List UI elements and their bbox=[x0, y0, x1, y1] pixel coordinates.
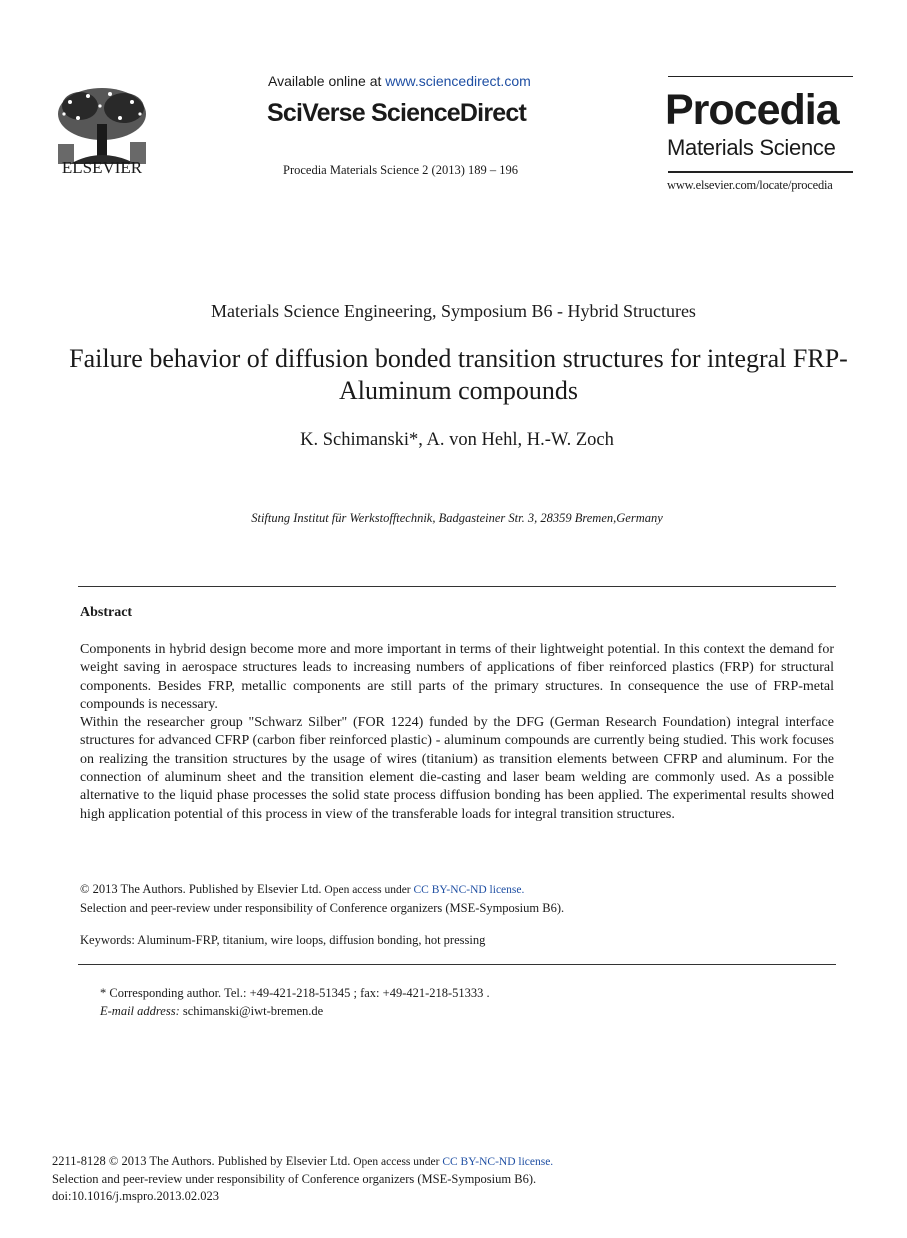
footer-open-access: Open access under bbox=[350, 1156, 443, 1168]
symposium-line: Materials Science Engineering, Symposium B6 - Hybrid Structures bbox=[211, 301, 696, 321]
elsevier-wordmark: ELSEVIER bbox=[61, 158, 143, 177]
license-link[interactable]: CC BY-NC-ND license. bbox=[413, 884, 525, 896]
copyright-text: © 2013 The Authors. Published by Elsevier Ltd. bbox=[80, 882, 322, 896]
email-label: E-mail address: bbox=[100, 1004, 180, 1018]
affiliation: Stiftung Institut für Werkstofftechnik, Badgasteiner Str. 3, 28359 Bremen,Germany bbox=[251, 511, 663, 525]
open-access-text: Open access under bbox=[321, 884, 414, 896]
materials-science-logo: Materials Science bbox=[667, 135, 836, 160]
footer-doi[interactable]: doi:10.1016/j.mspro.2013.02.023 bbox=[52, 1189, 220, 1203]
keywords: Keywords: Aluminum-FRP, titanium, wire loops, diffusion bonding, hot pressing bbox=[80, 933, 486, 947]
article-title: Failure behavior of diffusion bonded transition structures for integral FRP-Aluminum compounds bbox=[69, 344, 848, 405]
peer-review-text: Selection and peer-review under responsibility of Conference organizers (MSE-Symposium B6). bbox=[80, 901, 565, 915]
corresponding-author bbox=[100, 984, 490, 1020]
procedia-top-rules bbox=[668, 76, 853, 81]
footer-license-link[interactable]: CC BY-NC-ND license. bbox=[442, 1156, 554, 1168]
procedia-url: www.elsevier.com/locate/procedia bbox=[667, 178, 833, 192]
page-footer bbox=[52, 1153, 852, 1205]
available-prefix: Available online at bbox=[268, 73, 386, 89]
abstract-body bbox=[80, 641, 834, 824]
sciverse-logo: SciVerse ScienceDirect bbox=[267, 99, 526, 127]
footer-issn: 2211-8128 © 2013 The Authors. Published by Elsevier Ltd. bbox=[52, 1154, 351, 1168]
abstract-paragraph: Within the researcher group "Schwarz Silber" (FOR 1224) funded by the DFG (German Research Foundation) integral interface structures for advanced CFRP (carbon fiber reinforced plastic) - aluminum compounds are currently being studied. This work focuses on realizing the transition structures by the usage of wires (titanium) as transition elements between CFRP and aluminum. For the connection of aluminum sheet and the transition element die-casting and laser beam welding are commonly used. As a possible alternative to the liquid phase processes the solid state process diffusion bonding has been applied. The experimental results showed high application potential of this process in view of the transferable loads for integral transition structures. bbox=[80, 715, 834, 822]
divider bbox=[78, 586, 836, 587]
copyright-block bbox=[80, 880, 840, 917]
authors: K. Schimanski*, A. von Hehl, H.-W. Zoch bbox=[300, 430, 614, 450]
footer-peer-review: Selection and peer-review under responsibility of Conference organizers (MSE-Symposium B6). bbox=[52, 1172, 537, 1186]
sciencedirect-link[interactable]: www.sciencedirect.com bbox=[385, 73, 531, 89]
journal-reference: Procedia Materials Science 2 (2013) 189 – 196 bbox=[283, 163, 519, 177]
email-address[interactable]: schimanski@iwt-bremen.de bbox=[179, 1004, 324, 1018]
abstract-heading: Abstract bbox=[80, 605, 133, 620]
abstract-paragraph: Components in hybrid design become more and more important in terms of their lightweight potential. In this context the demand for weight saving in aerospace structures leads to increasing numbers of applications of fiber reinforced plastics (FRP) for structural components. Besides FRP, metallic components are still parts of the primary structures. In consequence the use of FRP-metal compounds is necessary. bbox=[80, 642, 834, 712]
available-online bbox=[268, 73, 531, 89]
divider bbox=[78, 964, 836, 965]
procedia-logo: Procedia bbox=[665, 86, 839, 134]
procedia-bottom-rule bbox=[668, 171, 853, 173]
corresponding-contact: * Corresponding author. Tel.: +49-421-218-51345 ; fax: +49-421-218-51333 . bbox=[100, 986, 490, 1000]
